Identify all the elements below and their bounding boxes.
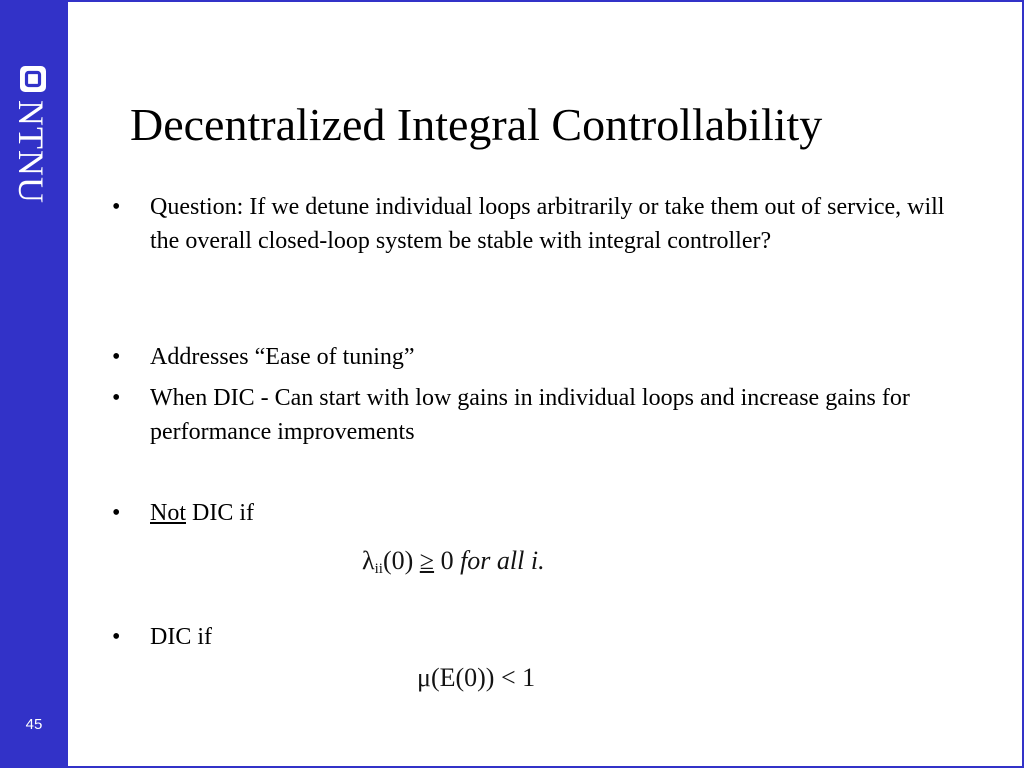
formula-value: 0 xyxy=(440,546,454,575)
formula-not-dic xyxy=(362,546,545,578)
formula-lambda: λ xyxy=(362,546,375,575)
bullet-text: Addresses “Ease of tuning” xyxy=(150,344,415,370)
formula-condition: for all i. xyxy=(460,546,545,575)
bullet-when-dic xyxy=(112,381,962,449)
bullet-marker: • xyxy=(112,194,121,220)
bullet-marker: • xyxy=(112,500,121,526)
underlined-not: Not xyxy=(150,500,186,526)
top-border xyxy=(68,0,1024,2)
slide-title: Decentralized Integral Controllability xyxy=(130,99,823,150)
bullet-text-rest: DIC if xyxy=(186,500,254,526)
bullet-text: When DIC - Can start with low gains in individual loops and increase gains for performance improvements xyxy=(150,385,910,445)
bullet-dic xyxy=(112,620,962,654)
bullet-marker: • xyxy=(112,344,121,370)
bullet-marker: • xyxy=(112,624,121,650)
formula-dic: μ(E(0)) < 1 xyxy=(417,663,536,692)
formula-argument: (0) xyxy=(382,546,414,575)
bullet-text: Question: If we detune individual loops arbitrarily or take them out of service, will the overall closed-loop system be stable with integral controller? xyxy=(150,194,945,254)
bullet-text: DIC if xyxy=(150,624,212,650)
formula-relation: ≥ xyxy=(419,546,435,575)
bullet-not-dic xyxy=(112,496,962,530)
bullet-ease-of-tuning xyxy=(112,340,962,374)
bullet-text xyxy=(150,496,962,530)
bullet-marker: • xyxy=(112,385,121,411)
ntnu-logo-text: NTNU xyxy=(11,100,51,204)
bullet-question xyxy=(112,190,962,258)
sidebar xyxy=(0,0,68,768)
ntnu-logo-icon xyxy=(18,64,48,94)
formula-subscript: ii xyxy=(374,561,383,577)
page-number: 45 xyxy=(25,716,43,733)
